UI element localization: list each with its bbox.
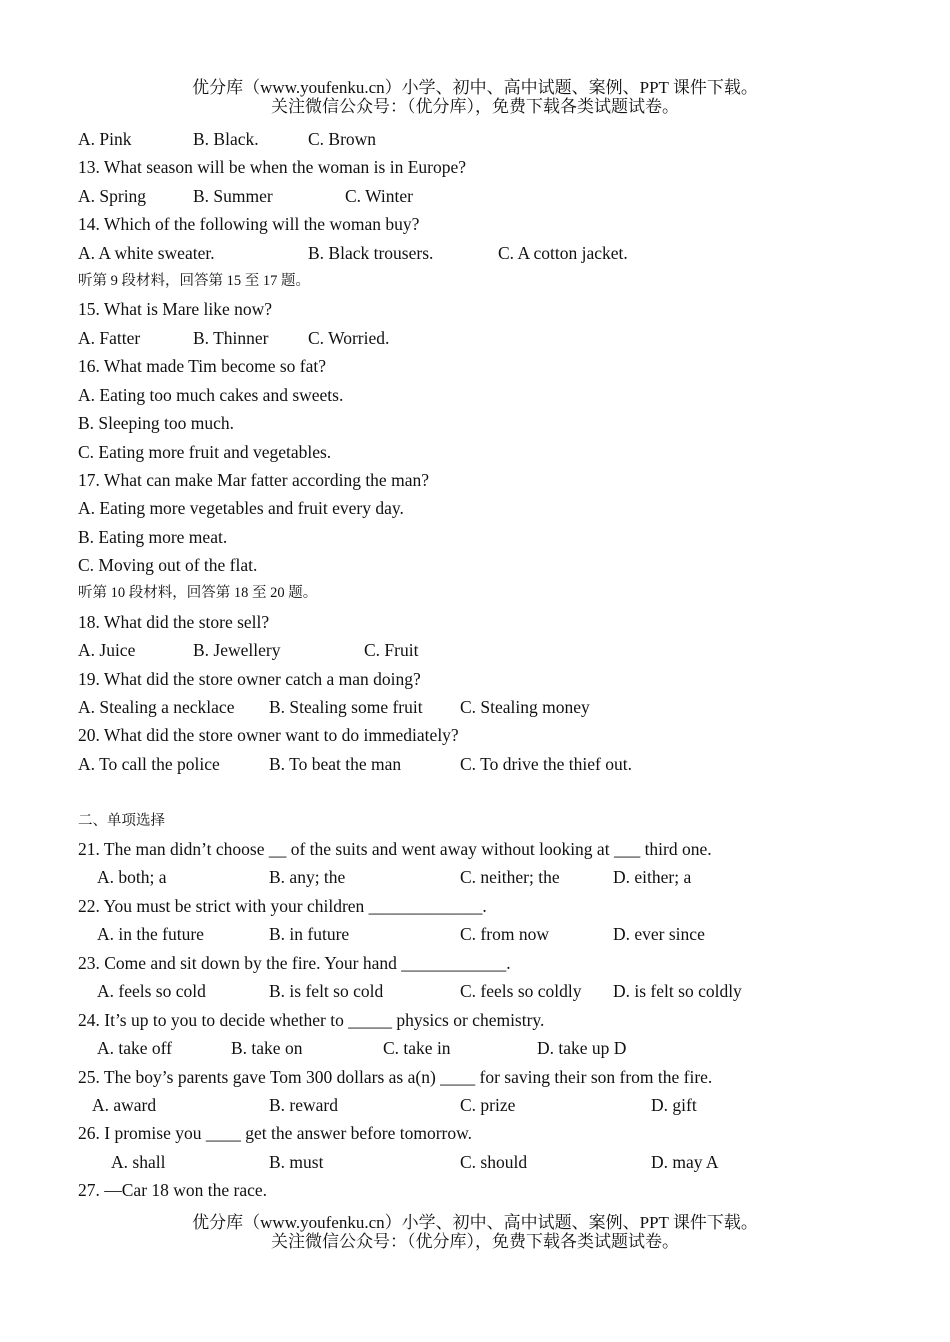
q20-option-c: C. To drive the thief out. [460,754,632,774]
q27-stem: 27. —Car 18 won the race. [78,1180,268,1200]
q21-option-c: C. neither; the [460,867,560,887]
q18-stem: 18. What did the store sell? [78,612,270,632]
section-10-instruction: 听第 10 段材料，回答第 18 至 20 题。 [78,585,318,601]
q24-option-a: A. take off [97,1038,172,1058]
q16-stem: 16. What made Tim become so fat? [78,356,327,376]
q22-option-b: B. in future [269,924,350,944]
q12-option-c: C. Brown [308,129,377,149]
q26-option-c: C. should [460,1152,528,1172]
q17-option-a: A. Eating more vegetables and fruit every day. [78,498,404,518]
q24-option-c: C. take in [383,1038,451,1058]
q17-option-b: B. Eating more meat. [78,527,228,547]
q13-stem: 13. What season will be when the woman is in Europe? [78,157,466,177]
q25-option-a: A. award [92,1095,157,1115]
q19-stem: 19. What did the store owner catch a man doing? [78,669,421,689]
q23-stem: 23. Come and sit down by the fire. Your hand ____________. [78,953,511,973]
q21-option-d: D. either; a [613,867,692,887]
q23-option-a: A. feels so cold [97,981,206,1001]
q23-option-d: D. is felt so coldly [613,981,742,1001]
section-9-instruction: 听第 9 段材料，回答第 15 至 17 题。 [78,273,310,289]
q21-option-b: B. any; the [269,867,346,887]
page-header-line-1: 优分库（www.youfenku.cn）小学、初中、高中试题、案例、PPT 课件下载。 [192,78,758,97]
q16-option-a: A. Eating too much cakes and sweets. [78,385,344,405]
q13-option-c: C. Winter [345,186,413,206]
part-2-heading: 二、单项选择 [78,813,165,829]
q23-option-b: B. is felt so cold [269,981,384,1001]
q24-option-d: D. take up D [537,1038,627,1058]
q12-option-b: B. Black. [193,129,259,149]
q13-option-b: B. Summer [193,186,273,206]
page-footer-line-2: 关注微信公众号：（优分库），免费下载各类试题试卷。 [271,1232,679,1251]
q19-option-a: A. Stealing a necklace [78,697,235,717]
q14-option-c: C. A cotton jacket. [498,243,628,263]
q14-option-b: B. Black trousers. [308,243,434,263]
q14-stem: 14. Which of the following will the woman buy? [78,214,420,234]
q22-stem: 22. You must be strict with your children _____________. [78,896,487,916]
q16-option-b: B. Sleeping too much. [78,413,235,433]
q19-option-c: C. Stealing money [460,697,590,717]
q26-stem: 26. I promise you ____ get the answer before tomorrow. [78,1123,472,1143]
q21-stem: 21. The man didn’t choose __ of the suits and went away without looking at ___ third one. [78,839,712,859]
q15-stem: 15. What is Mare like now? [78,299,273,319]
q13-option-a: A. Spring [78,186,147,206]
q24-stem: 24. It’s up to you to decide whether to _____ physics or chemistry. [78,1010,545,1030]
q25-option-b: B. reward [269,1095,339,1115]
q21-option-a: A. both; a [97,867,167,887]
q16-option-c: C. Eating more fruit and vegetables. [78,442,332,462]
q26-option-a: A. shall [111,1152,166,1172]
q22-option-c: C. from now [460,924,549,944]
q18-option-b: B. Jewellery [193,640,281,660]
q15-option-b: B. Thinner [193,328,269,348]
q25-option-d: D. gift [651,1095,697,1115]
q18-option-a: A. Juice [78,640,136,660]
q12-option-a: A. Pink [78,129,132,149]
q14-option-a: A. A white sweater. [78,243,215,263]
q26-option-b: B. must [269,1152,324,1172]
q17-stem: 17. What can make Mar fatter according the man? [78,470,429,490]
q15-option-c: C. Worried. [308,328,390,348]
q22-option-d: D. ever since [613,924,705,944]
q24-option-b: B. take on [231,1038,303,1058]
q25-option-c: C. prize [460,1095,516,1115]
q17-option-c: C. Moving out of the flat. [78,555,258,575]
q25-stem: 25. The boy’s parents gave Tom 300 dollars as a(n) ____ for saving their son from the fire. [78,1067,713,1087]
page-footer-line-1: 优分库（www.youfenku.cn）小学、初中、高中试题、案例、PPT 课件下载。 [192,1213,758,1232]
q22-option-a: A. in the future [97,924,204,944]
q19-option-b: B. Stealing some fruit [269,697,423,717]
q23-option-c: C. feels so coldly [460,981,582,1001]
q20-option-b: B. To beat the man [269,754,402,774]
page-header-line-2: 关注微信公众号：（优分库），免费下载各类试题试卷。 [271,97,679,116]
q15-option-a: A. Fatter [78,328,141,348]
q26-option-d: D. may A [651,1152,719,1172]
q20-stem: 20. What did the store owner want to do immediately? [78,725,459,745]
q20-option-a: A. To call the police [78,754,220,774]
q18-option-c: C. Fruit [364,640,419,660]
